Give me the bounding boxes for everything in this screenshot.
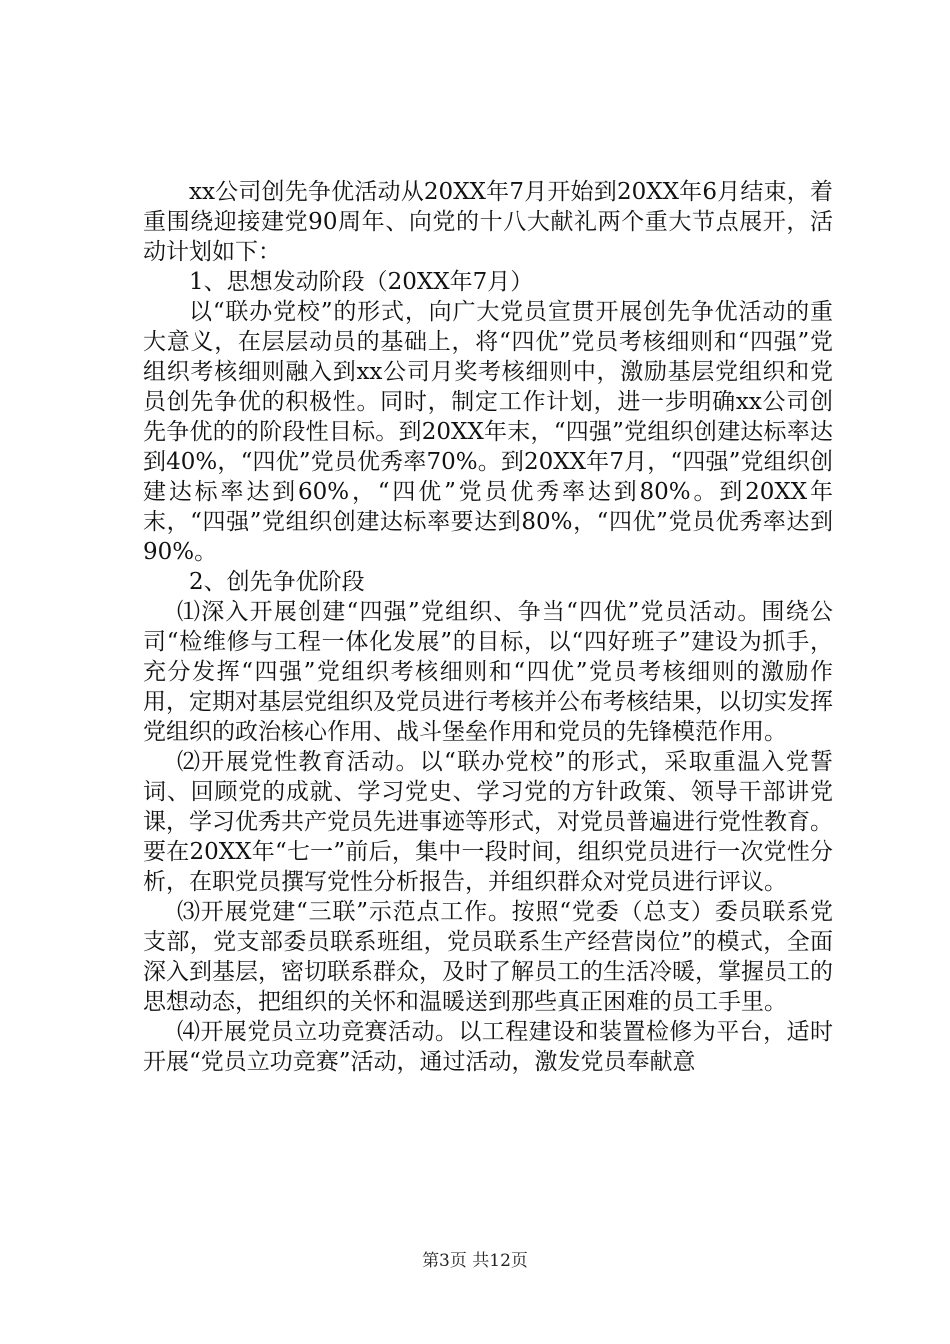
heading-stage-2: 2、创先争优阶段 bbox=[189, 569, 365, 595]
paragraph-item-4: ⑷开展党员立功竞赛活动。以工程建设和装置检修为平台，适时开展“党员立功竞赛”活动，通过活动，激发党员奉献意 bbox=[143, 1019, 833, 1075]
paragraph-stage-1: 以“联办党校”的形式，向广大党员宣贯开展创先争优活动的重大意义，在层层动员的基础上，将“四优”党员考核细则和“四强”党组织考核细则融入到xx公司月奖考核细则中，激励基层党组织和党员创先争优的积极性。同时，制定工作计划，进一步明确xx公司创先争优的的阶段性目标。到20XX年末，“四强”党组织创建达标率达到40%，“四优”党员优秀率70%。到20XX年7月，“四强”党组织创建达标率达到60%，“四优”党员优秀率达到80%。到20XX年末，“四强”党组织创建达标率要达到80%，“四优”党员优秀率达到90%。 bbox=[143, 299, 833, 565]
heading-stage-1: 1、思想发动阶段（20XX年7月） bbox=[189, 269, 534, 295]
paragraph-item-2: ⑵开展党性教育活动。以“联办党校”的形式，采取重温入党誓词、回顾党的成就、学习党史、学习党的方针政策、领导干部讲党课，学习优秀共产党员先进事迹等形式，对党员普遍进行党性教育。要在20XX年“七一”前后，集中一段时间，组织党员进行一次党性分析，在职党员撰写党性分析报告，并组织群众对党员进行评议。 bbox=[143, 749, 833, 895]
paragraph-intro: xx公司创先争优活动从20XX年7月开始到20XX年6月结束，着重围绕迎接建党90周年、向党的十八大献礼两个重大节点展开，活动计划如下： bbox=[143, 179, 833, 265]
page-footer: 第3页 共12页 bbox=[422, 1251, 528, 1271]
paragraph-item-3: ⑶开展党建“三联”示范点工作。按照“党委（总支）委员联系党支部，党支部委员联系班组，党员联系生产经营岗位”的模式，全面深入到基层，密切联系群众，及时了解员工的生活冷暖，掌握员工的思想动态，把组织的关怀和温暖送到那些真正困难的员工手里。 bbox=[143, 899, 833, 1015]
paragraph-item-1: ⑴深入开展创建“四强”党组织、争当“四优”党员活动。围绕公司“检维修与工程一体化发展”的目标，以“四好班子”建设为抓手，充分发挥“四强”党组织考核细则和“四优”党员考核细则的激励作用，定期对基层党组织及党员进行考核并公布考核结果，以切实发挥党组织的政治核心作用、战斗堡垒作用和党员的先锋模范作用。 bbox=[143, 599, 833, 745]
document-body bbox=[143, 177, 833, 1077]
